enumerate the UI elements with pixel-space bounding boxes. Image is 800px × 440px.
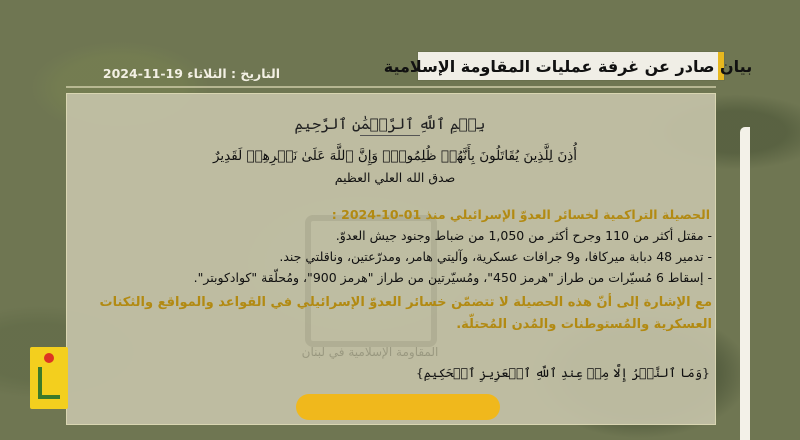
sadaq-line: صدق الله العلي العظيم (334, 170, 456, 185)
basmala-underline (360, 135, 420, 136)
logo-dot (44, 353, 54, 363)
bottom-accent-bar (296, 394, 500, 420)
losses-list (90, 225, 712, 288)
basmala: بِسۡمِ ٱللَّهِ ٱلرَّحۡمَٰنِ ٱلرَّحِيمِ (294, 115, 486, 133)
list-item: - تدمير 48 دبابة ميركافا، و9 جرافات عسكرية، وآليتي هامر، ومدرّعتين، وناقلتي جند. (279, 249, 712, 264)
statement-title-box (383, 52, 753, 80)
watermark-label: المقاومة الإسلامية في لبنان (301, 345, 439, 359)
logo-arm (38, 367, 60, 399)
list-item: - إسقاط 6 مُسيّرات من طراز "هرمز 450"، ومُسيّرتين من طراز "هرمز 900"، ومُحلّقة "كوادكوبتر". (193, 270, 712, 285)
right-accent-strip (740, 127, 750, 440)
resistance-logo-icon (30, 347, 68, 409)
quran-verse: أُذِنَ لِلَّذِينَ يُقَاتَلُونَ بِأَنَّهُمۡ ظُلِمُواْۚ وَإِنَّ ٱللَّهَ عَلَىٰ نَصۡرِهِمۡ لَقَدِيرٌ (212, 148, 577, 164)
statement-date: التاريخ : الثلاثاء 19-11-2024 (102, 66, 280, 81)
divider (66, 86, 716, 88)
closing-verse: {وَمَا ٱلنَّصۡرُ إِلَّا مِنۡ عِندِ ٱللَّهِ ٱلۡعَزِيزِ ٱلۡحَكِيمِ} (415, 365, 710, 380)
list-item: - مقتل أكثر من 110 وجرح أكثر من 1,050 من ضباط وجنود جيش العدوّ. (335, 228, 712, 243)
statement-title: بيان صادر عن غرفة عمليات المقاومة الإسلامية (383, 56, 753, 76)
note-paragraph: مع الإشارة إلى أنّ هذه الحصيلة لا تتضمّن خسائر العدوّ الإسرائيلي في القواعد والمواقع والثكنات العسكرية والمُستوطنات والمُدن المُحتلّة. (99, 295, 712, 332)
summary-heading: الحصيلة التراكمية لخسائر العدوّ الإسرائيلي منذ 01-10-2024 : (331, 207, 710, 222)
